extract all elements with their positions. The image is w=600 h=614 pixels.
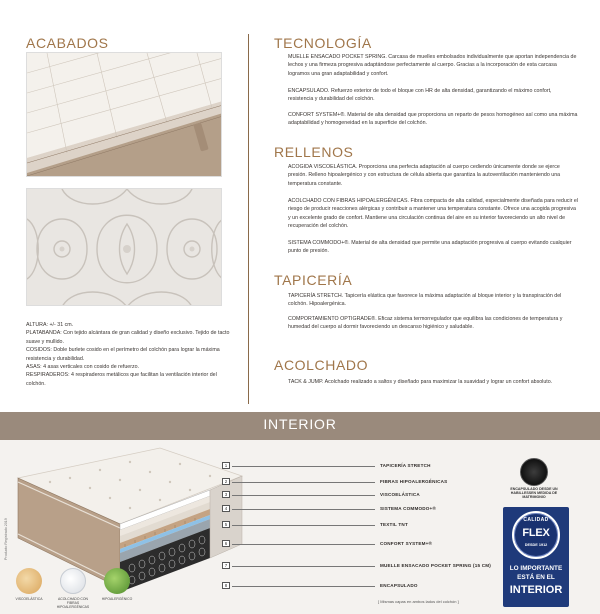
column-divider (248, 34, 249, 404)
hipoalergenico-icon (104, 568, 130, 594)
layer-num-3: 3 (222, 491, 230, 498)
fabric-pattern-photo (26, 188, 222, 306)
layer-line-4 (232, 509, 375, 510)
spec-asas: ASAS: 4 asas verticales con cosido de refuerzo. (26, 364, 140, 371)
tecnologia-item-1: MUELLE ENSACADO POCKET SPRING. Carcasa de muelles embolsados individualmente que aportan independencia de lechos y una firmeza progresiva adaptándose perfectamente al cuerpo. Gracias a la incorporación de esta carcasa logramos una gran adaptabilidad y confort. (288, 54, 577, 77)
rellenos-item-3: SISTEMA COMMODO+®. Material de alta densidad que permite una adaptación progresiva al cuerpo evitando cualquier punto de presión. (288, 240, 572, 255)
layer-num-1: 1 (222, 462, 230, 469)
layer-label-1: TAPICERÍA STRETCH (380, 463, 431, 468)
flex-tagline-3: INTERIOR (509, 584, 563, 596)
layer-label-8: ENCAPSULADO (380, 583, 418, 588)
tapiceria-item-1: TAPICERÍA STRETCH. Tapicería elástica que favorece la máxima adaptación al bloque interior y la transpiración del colchón. Hipoalergénica. (288, 293, 562, 308)
rellenos-item-1: ACOGIDA VISCOELÁSTICA. Proporciona una perfecta adaptación al cuerpo cediendo únicamente donde se ejerce presión. Relleno hipoalergénico y con estructura de célula abierta que garantiza la autoventilación manteniendo una temperatura constante. (288, 164, 561, 187)
layer-line-2 (232, 482, 375, 483)
layer-label-2: FIBRAS HIPOALERGÉNICAS (380, 479, 448, 484)
icon-caption-2: ACOLCHADO CON FIBRAS HIPOALERGÉNICAS (56, 597, 90, 609)
layer-line-8 (232, 586, 375, 587)
acabados-heading: ACABADOS (26, 35, 109, 51)
layer-num-6: 6 (222, 540, 230, 547)
tapiceria-item-2: COMPORTAMIENTO OPTIGRADE®. Eficaz sistema termorregulador que equilibra las condiciones de temperatura y humedad del cuerpo al dormir favoreciendo un descanso higiénico y saludable. (288, 316, 563, 331)
spec-respiraderos: RESPIRADEROS: 4 respiraderos metálicos que facilitan la ventilación interior del colchón. (26, 372, 217, 387)
layer-num-2: 2 (222, 478, 230, 485)
flex-tagline-2: ESTÁ EN EL (517, 574, 555, 581)
layer-line-7 (232, 566, 375, 567)
spec-altura: ALTURA: +/- 31 cm. (26, 322, 74, 328)
layer-num-7: 7 (222, 562, 230, 569)
side-note: Producto Registrado 2019 (4, 518, 8, 560)
acolchado-item-1: TACK & JUMP. Acolchado realizado a saltos y diseñado para maximizar la suavidad y lograr un confort absoluto. (288, 379, 553, 385)
layer-label-7: MUELLE ENSACADO POCKET SPRING (15 CM) (380, 563, 492, 568)
tecnologia-item-2: ENCAPSULADO. Refuerzo exterior de todo el bloque con HR de alta densidad, garantizando el máximo confort, resistencia y durabilidad del colchón. (288, 88, 552, 103)
layer-label-6: CONFORT SYSTEM+® (380, 541, 433, 546)
icon-caption-3: HIPOALERGÉNICO (101, 597, 133, 601)
layer-num-5: 5 (222, 521, 230, 528)
interior-heading: INTERIOR (263, 416, 337, 432)
layer-label-5: TEXTIL TNT (380, 522, 408, 527)
layer-num-8: 8 (222, 582, 230, 589)
mattress-corner-photo (26, 52, 222, 177)
layer-num-4: 4 (222, 505, 230, 512)
layers-footnote: [ Mismas capas en ambos lados del colchón ] (378, 599, 459, 604)
flex-calidad-text: CALIDAD (523, 517, 549, 523)
rellenos-heading: RELLENOS (274, 144, 354, 160)
layer-label-4: SISTEMA COMMODO+® (380, 506, 436, 511)
mattress-corner-image (27, 53, 222, 177)
acolchado-fibras-icon (60, 568, 86, 594)
mattress-cutaway-illustration (10, 440, 250, 600)
acolchado-heading: ACOLCHADO (274, 357, 369, 373)
icon-caption-1: VISCOELÁSTICA (15, 597, 43, 601)
layer-line-6 (232, 544, 375, 545)
damask-fabric-image (27, 189, 222, 306)
spec-cosidos: COSIDOS: Doble burlete cosido en el perímetro del colchón para lograr la máxima resistencia y durabilidad. (26, 347, 220, 362)
layer-line-5 (232, 525, 375, 526)
encapsulado-badge-icon (520, 458, 548, 486)
layer-label-3: VISCOELÁSTICA (380, 492, 420, 497)
spec-platabanda: PLATABANDA: Con tejido alcántara de gran calidad y diseño exclusivo. Tejido de tacto suave y mullido. (26, 330, 230, 345)
tecnologia-heading: TECNOLOGÍA (274, 35, 372, 51)
viscoelastica-icon (16, 568, 42, 594)
tapiceria-heading: TAPICERÍA (274, 272, 353, 288)
encapsulado-badge-caption: ENCAPSULADO DESDE UN HABILLESSEN MEDIDA DE MATRIMONIO (510, 487, 558, 500)
rellenos-item-2: ACOLCHADO CON FIBRAS HIPOALERGÉNICAS. Fibra compacta de alta calidad, especialmente diseñada para reducir el riesgo de producir reacciones alérgicas y contribuir a mantener una temperatura constante. Ofrece una acogida progresiva y un excelente grado de confort. Mantiene una circulación continua del aire en su interior favoreciendo un alto nivel de recuperación del colchón. (288, 198, 578, 230)
specs-list (26, 321, 236, 388)
layer-line-3 (232, 495, 375, 496)
flex-desde-text: DESDE 1912 (524, 543, 548, 547)
flex-logo: FLEX (522, 527, 550, 539)
layer-line-1 (232, 466, 375, 467)
tecnologia-item-3: CONFORT SYSTEM+®. Material de alta densidad que proporciona un reparto de pesos homogéneo así como una máxima adaptabilidad y homogeneidad en la superficie del colchón. (288, 112, 578, 127)
flex-tagline-1: LO IMPORTANTE (509, 565, 563, 572)
